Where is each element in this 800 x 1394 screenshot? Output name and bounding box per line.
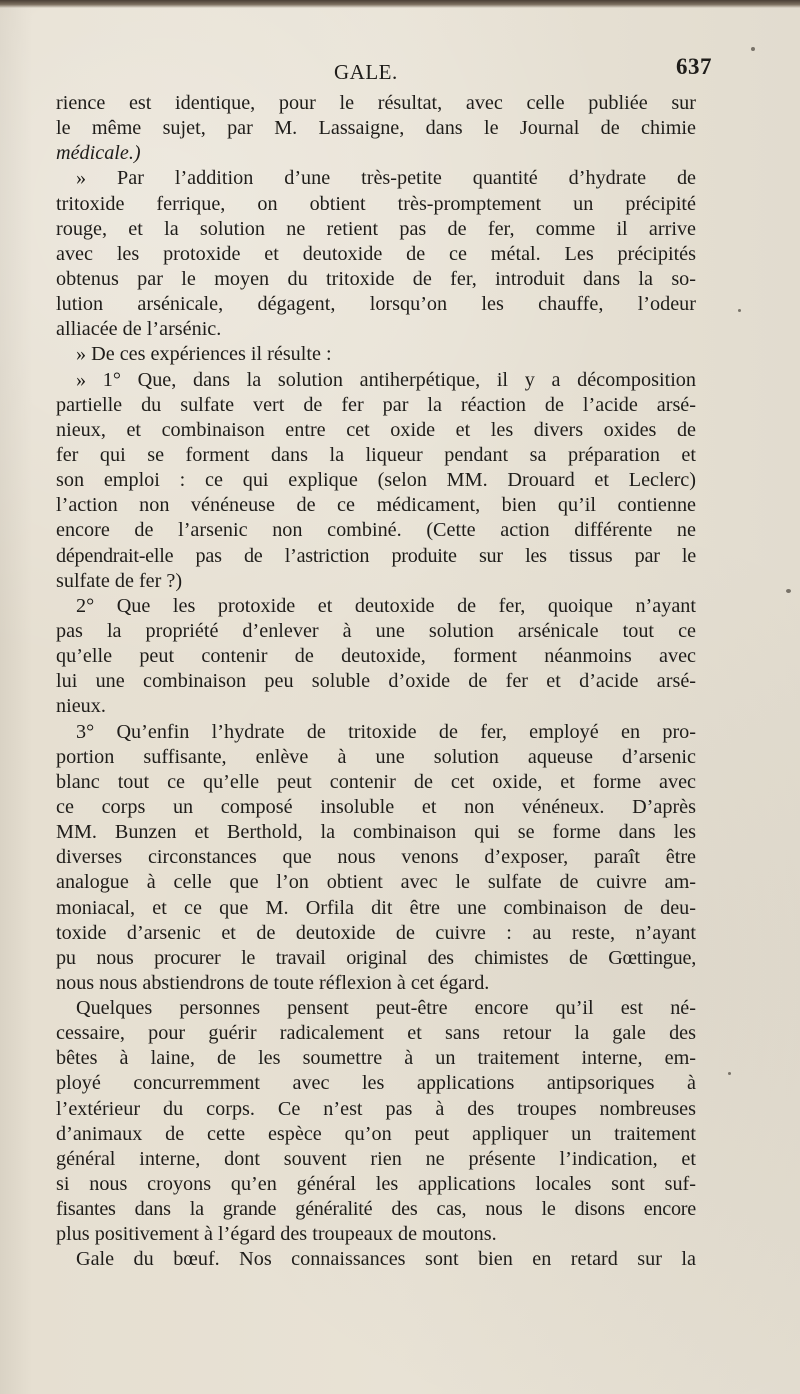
text-line: fer qui se forment dans la liqueur pendant sa préparation et xyxy=(56,443,696,466)
text-line: nous nous abstiendrons de toute réflexion à cet égard. xyxy=(56,971,490,994)
text-line: lui une combinaison peu soluble d’oxide de fer et d’acide arsé- xyxy=(56,670,696,693)
text-line: bêtes à laine, de les soumettre à un traitement interne, em- xyxy=(56,1047,696,1070)
text-line: Quelques personnes pensent peut-être encore qu’il est né- xyxy=(76,997,696,1020)
text-line: pu nous procurer le travail original des chimistes de Gœttingue, xyxy=(56,946,696,969)
text-line: fisantes dans la grande généralité des cas, nous le disons encore xyxy=(56,1198,696,1221)
text-line: analogue à celle que l’on obtient avec le sulfate de cuivre am- xyxy=(56,871,696,894)
text-line: l’action non vénéneuse de ce médicament, bien qu’il contienne xyxy=(56,494,696,517)
page-speck xyxy=(738,309,741,312)
text-line: sulfate de fer ?) xyxy=(56,569,183,592)
text-line: blanc tout ce qu’elle peut contenir de cet oxide, et forme avec xyxy=(56,770,696,793)
page-speck xyxy=(728,1072,731,1075)
text-line: le même sujet, par M. Lassaigne, dans le Journal de chimie xyxy=(56,117,696,140)
text-line: portion suffisante, enlève à une solution aqueuse d’arsenic xyxy=(56,745,696,768)
page-speck xyxy=(751,47,755,51)
text-line: alliacée de l’arsénic. xyxy=(56,318,222,341)
page-speck xyxy=(786,589,791,593)
text-line: l’extérieur du corps. Ce n’est pas à des troupes nombreuses xyxy=(56,1097,696,1120)
text-line: MM. Bunzen et Berthold, la combinaison qui se forme dans les xyxy=(56,821,696,844)
text-line: cessaire, pour guérir radicalement et sans retour la gale des xyxy=(56,1022,696,1045)
text-line: si nous croyons qu’en général les applications locales sont suf- xyxy=(56,1173,696,1196)
text-line: plus positivement à l’égard des troupeaux de moutons. xyxy=(56,1223,497,1246)
text-line: avec les protoxide et deutoxide de ce métal. Les précipités xyxy=(56,242,696,265)
text-line: rience est identique, pour le résultat, avec celle publiée sur xyxy=(56,92,696,114)
text-line: tritoxide ferrique, on obtient très-promptement un précipité xyxy=(56,192,696,215)
text-line: médicale.) xyxy=(56,142,141,165)
text-line: pas la propriété d’enlever à une solution arsénicale tout ce xyxy=(56,619,696,642)
text-line: nieux, et combinaison entre cet oxide et les divers oxides de xyxy=(56,418,696,441)
body-text xyxy=(56,91,696,1273)
text-line: » 1° Que, dans la solution antiherpétique, il y a décomposition xyxy=(76,368,696,391)
text-line: dépendrait-elle pas de l’astriction produite sur les tissus par le xyxy=(56,544,696,567)
running-head: GALE. xyxy=(334,60,398,84)
page-number: 637 xyxy=(676,54,712,79)
text-line: encore de l’arsenic non combiné. (Cette action différente ne xyxy=(56,519,696,542)
text-line: son emploi : ce qui explique (selon MM. Drouard et Leclerc) xyxy=(56,469,696,492)
page-header xyxy=(64,54,712,88)
text-line: Gale du bœuf. Nos connaissances sont bien en retard sur la xyxy=(76,1248,696,1271)
text-line: obtenus par le moyen du tritoxide de fer, introduit dans la so- xyxy=(56,267,696,290)
text-line: moniacal, et ce que M. Orfila dit être une combinaison de deu- xyxy=(56,896,696,919)
text-line: nieux. xyxy=(56,695,106,718)
text-line: lution arsénicale, dégagent, lorsqu’on les chauffe, l’odeur xyxy=(56,293,696,316)
text-line: général interne, dont souvent rien ne présente l’indication, et xyxy=(56,1147,696,1170)
text-line: » De ces expériences il résulte : xyxy=(76,343,332,366)
text-line: d’animaux de cette espèce qu’on peut appliquer un traitement xyxy=(56,1122,696,1145)
text-line: 2° Que les protoxide et deutoxide de fer, quoique n’ayant xyxy=(76,594,696,617)
text-line: ployé concurremment avec les applications antipsoriques à xyxy=(56,1072,696,1095)
text-line: 3° Qu’enfin l’hydrate de tritoxide de fer, employé en pro- xyxy=(76,720,696,743)
text-line: ce corps un composé insoluble et non vénéneux. D’après xyxy=(56,795,696,818)
page-top-shadow xyxy=(0,0,800,8)
text-line: partielle du sulfate vert de fer par la réaction de l’acide arsé- xyxy=(56,393,696,416)
text-line: toxide d’arsenic et de deutoxide de cuivre : au reste, n’ayant xyxy=(56,921,696,944)
text-line: diverses circonstances que nous venons d’exposer, paraît être xyxy=(56,846,696,869)
text-line: rouge, et la solution ne retient pas de fer, comme il arrive xyxy=(56,217,696,240)
text-line: » Par l’addition d’une très-petite quantité d’hydrate de xyxy=(76,167,696,190)
text-line: qu’elle peut contenir de deutoxide, forment néanmoins avec xyxy=(56,645,696,668)
